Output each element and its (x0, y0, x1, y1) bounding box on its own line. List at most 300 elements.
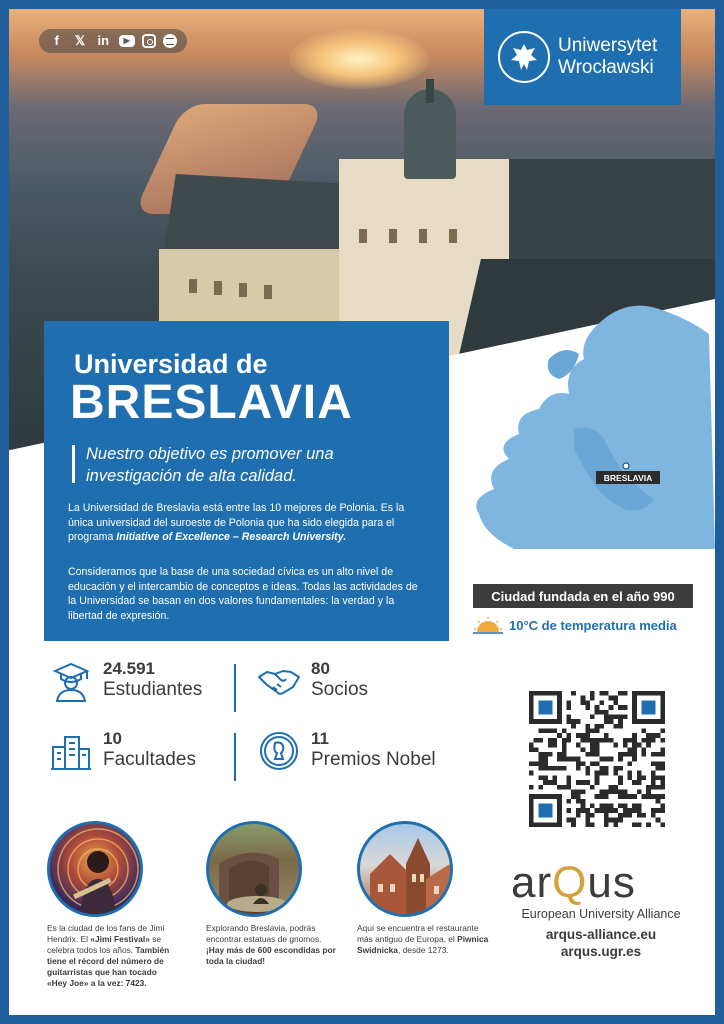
qr-module (595, 710, 600, 715)
qr-module (656, 808, 661, 813)
social-media-bar (39, 29, 187, 53)
qr-module (538, 700, 552, 714)
qr-module (571, 789, 576, 794)
qr-module (595, 729, 600, 734)
qr-module (618, 719, 623, 724)
qr-module (543, 766, 548, 771)
arqus-wordmark-a: ar (511, 858, 553, 907)
qr-module (529, 761, 534, 766)
qr-module (642, 729, 647, 734)
qr-module (623, 804, 628, 809)
qr-module (595, 705, 600, 710)
qr-module (660, 804, 665, 809)
quote-bar (72, 445, 75, 483)
qr-module (660, 738, 665, 743)
qr-module (590, 743, 595, 748)
qr-module (604, 738, 609, 743)
qr-module (651, 780, 656, 785)
qr-module (651, 785, 656, 790)
caption-hendrix-text: Es la ciudad de los fans de Jimi Hendrix. El (47, 923, 165, 944)
caption-hendrix-record: También tiene el récord del número de guitarristas que han tocado «Hey Joe» a la vez: 7423. (47, 945, 170, 988)
qr-module (660, 794, 665, 799)
qr-module (567, 733, 572, 738)
students-number: 24.591 (103, 659, 155, 678)
qr-module (646, 794, 651, 799)
qr-module (618, 813, 623, 818)
qr-module (576, 719, 581, 724)
qr-module (534, 761, 539, 766)
qr-module (604, 691, 609, 696)
qr-module (595, 775, 600, 780)
qr-module (534, 747, 539, 752)
qr-module (609, 738, 614, 743)
qr-module (646, 738, 651, 743)
qr-module (637, 775, 642, 780)
qr-module (585, 822, 590, 827)
qr-module (604, 771, 609, 776)
qr-module (609, 719, 614, 724)
qr-module (660, 785, 665, 790)
qr-module (538, 738, 543, 743)
qr-module (613, 822, 618, 827)
qr-module (632, 794, 637, 799)
partners-number: 80 (311, 659, 330, 678)
qr-module (627, 738, 632, 743)
qr-module (627, 747, 632, 752)
qr-module (581, 808, 586, 813)
qr-module (590, 761, 595, 766)
arqus-wordmark-b: us (587, 858, 636, 907)
qr-module (660, 822, 665, 827)
jimi-hendrix-photo (47, 821, 143, 917)
qr-module (651, 775, 656, 780)
qr-module (562, 738, 567, 743)
qr-module (604, 757, 609, 762)
qr-module (604, 818, 609, 823)
qr-module (618, 691, 623, 696)
qr-module (529, 785, 534, 790)
university-name-line2: Wrocławski (558, 57, 654, 78)
qr-module (557, 733, 562, 738)
qr-module (552, 738, 557, 743)
arqus-wordmark (511, 858, 691, 907)
arqus-url-1[interactable]: arqus-alliance.eu (545, 927, 657, 942)
stat-partners (257, 659, 368, 703)
qr-module (581, 747, 586, 752)
qr-module (585, 700, 590, 705)
qr-module (656, 766, 661, 771)
eagle-crest-icon (498, 31, 550, 83)
qr-module (618, 705, 623, 710)
qr-module (585, 738, 590, 743)
qr-module (618, 789, 623, 794)
qr-module (595, 743, 600, 748)
qr-module (581, 780, 586, 785)
qr-module (632, 822, 637, 827)
qr-module (656, 799, 661, 804)
qr-module (552, 743, 557, 748)
qr-module (609, 714, 614, 719)
qr-module (609, 808, 614, 813)
qr-module (651, 813, 656, 818)
qr-module (585, 818, 590, 823)
qr-module (538, 775, 543, 780)
arqus-tagline: European University Alliance (521, 907, 681, 921)
buildings-icon (49, 729, 93, 773)
caption-restaurant-text: Aquí se encuentra el restaurante más antiguo de Europa, el (357, 923, 479, 944)
qr-module (590, 714, 595, 719)
qr-module (548, 780, 553, 785)
qr-module (543, 761, 548, 766)
qr-module (599, 757, 604, 762)
qr-module (599, 724, 604, 729)
spotify-icon[interactable] (163, 34, 177, 48)
qr-module (571, 794, 576, 799)
graduate-icon (49, 659, 93, 703)
window (449, 229, 457, 243)
qr-module (618, 766, 623, 771)
qr-module (590, 696, 595, 701)
qr-module (627, 775, 632, 780)
title-line1: Universidad de (74, 349, 268, 379)
qr-module (567, 799, 572, 804)
qr-module (656, 775, 661, 780)
qr-module (609, 789, 614, 794)
window (389, 229, 397, 243)
qr-module (585, 733, 590, 738)
qr-module (623, 813, 628, 818)
qr-code[interactable] (529, 691, 665, 827)
qr-module (660, 729, 665, 734)
qr-module (646, 785, 651, 790)
qr-module (576, 813, 581, 818)
qr-module (642, 813, 647, 818)
qr-module (660, 752, 665, 757)
qr-module (604, 789, 609, 794)
window (214, 281, 222, 295)
qr-module (599, 771, 604, 776)
qr-module (576, 808, 581, 813)
caption-gnomes-count: ¡Hay más de 600 escondidas por toda la ciudad! (206, 945, 336, 966)
breslavia-marker (623, 463, 629, 469)
qr-module (651, 733, 656, 738)
founded-badge: Ciudad fundada en el año 990 (473, 584, 693, 608)
qr-module (604, 710, 609, 715)
stat-divider (234, 733, 236, 781)
qr-module (623, 743, 628, 748)
qr-module (585, 813, 590, 818)
nobel-label: Premios Nobel (311, 749, 436, 770)
stat-nobel (257, 729, 436, 773)
qr-module (604, 719, 609, 724)
qr-module (637, 771, 642, 776)
qr-module (557, 766, 562, 771)
qr-module (552, 775, 557, 780)
qr-module (599, 789, 604, 794)
caption-restaurant-year: , desde 1273. (397, 945, 449, 955)
qr-module (637, 808, 642, 813)
qr-module (538, 752, 543, 757)
qr-module (604, 804, 609, 809)
qr-module (613, 700, 618, 705)
qr-module (571, 691, 576, 696)
qr-module (656, 818, 661, 823)
qr-module (642, 738, 647, 743)
qr-module (651, 771, 656, 776)
qr-module (576, 761, 581, 766)
qr-module (595, 761, 600, 766)
qr-module (595, 724, 600, 729)
qr-module (538, 766, 543, 771)
qr-module (646, 822, 651, 827)
qr-module (581, 789, 586, 794)
qr-module (656, 752, 661, 757)
qr-module (642, 775, 647, 780)
qr-module (651, 794, 656, 799)
nobel-medal-icon (257, 729, 301, 773)
stat-faculties (49, 729, 196, 773)
qr-module (576, 799, 581, 804)
tower-spire (426, 79, 434, 103)
qr-module (660, 761, 665, 766)
qr-module (632, 733, 637, 738)
qr-module (552, 780, 557, 785)
qr-module (599, 808, 604, 813)
qr-module (623, 808, 628, 813)
qr-module (609, 785, 614, 790)
qr-module (581, 733, 586, 738)
qr-module (613, 714, 618, 719)
qr-module (660, 780, 665, 785)
qr-module (538, 761, 543, 766)
qr-module (595, 808, 600, 813)
qr-module (613, 766, 618, 771)
qr-module (548, 738, 553, 743)
qr-module (651, 761, 656, 766)
qr-module (651, 808, 656, 813)
map-city-label: BRESLAVIA (603, 473, 653, 483)
qr-module (534, 738, 539, 743)
qr-module (604, 822, 609, 827)
mission-quote: Nuestro objetivo es promover una investigación de alta calidad. (86, 445, 334, 485)
qr-module (567, 808, 572, 813)
qr-module (557, 785, 562, 790)
qr-module (590, 813, 595, 818)
qr-module (623, 794, 628, 799)
qr-module (599, 738, 604, 743)
qr-module (548, 729, 553, 734)
qr-module (571, 724, 576, 729)
qr-module (623, 705, 628, 710)
window (264, 285, 272, 299)
caption-restaurant-name: Piwnica Swidnicka (357, 934, 489, 955)
linkedin-icon[interactable]: in (97, 33, 110, 48)
qr-module (599, 691, 604, 696)
program-name: Initiative of Excellence – Research University. (116, 531, 347, 543)
facebook-icon[interactable]: f (54, 33, 59, 48)
sunset-glow (289, 29, 429, 89)
qr-module (613, 818, 618, 823)
qr-module (618, 780, 623, 785)
qr-module (660, 775, 665, 780)
qr-module (604, 808, 609, 813)
qr-module (571, 822, 576, 827)
temperature-fact (473, 616, 677, 634)
intro-paragraph-1 (68, 501, 428, 545)
stat-students (49, 659, 202, 703)
qr-module (623, 789, 628, 794)
partners-label: Socios (311, 679, 369, 700)
qr-module (604, 714, 609, 719)
qr-module (623, 714, 628, 719)
qr-module (581, 799, 586, 804)
qr-module (632, 752, 637, 757)
faculties-label: Facultades (103, 749, 196, 770)
qr-module (613, 743, 618, 748)
qr-module (548, 766, 553, 771)
arqus-logo (511, 858, 691, 959)
qr-module (576, 766, 581, 771)
qr-module (613, 785, 618, 790)
qr-module (637, 743, 642, 748)
caption-gnomes-text: Explorando Breslavia, podrás encontrar estatuas de gnomos. (206, 923, 322, 944)
qr-module (651, 752, 656, 757)
qr-module (599, 700, 604, 705)
qr-module (567, 700, 572, 705)
qr-module (618, 752, 623, 757)
qr-module (585, 766, 590, 771)
qr-module (627, 813, 632, 818)
qr-module (529, 747, 534, 752)
qr-module (595, 747, 600, 752)
intro-paragraph-1-text: La Universidad de Breslavia está entre las 10 mejores de Polonia. Es la única universidad del suroeste de Polonia que ha sido elegida para el programa (68, 502, 405, 543)
qr-module (660, 747, 665, 752)
qr-module (595, 738, 600, 743)
qr-module (538, 757, 543, 762)
qr-module (604, 733, 609, 738)
qr-module (562, 752, 567, 757)
qr-module (595, 771, 600, 776)
instagram-icon[interactable] (142, 34, 156, 48)
youtube-icon[interactable]: ▶ (119, 35, 135, 47)
qr-module (609, 818, 614, 823)
qr-module (576, 789, 581, 794)
qr-module (632, 804, 637, 809)
qr-module (599, 804, 604, 809)
qr-module (543, 780, 548, 785)
stat-divider (234, 664, 236, 712)
qr-module (590, 691, 595, 696)
qr-module (543, 757, 548, 762)
qr-module (562, 747, 567, 752)
qr-module (627, 794, 632, 799)
qr-module (590, 785, 595, 790)
window (419, 229, 427, 243)
qr-module (599, 766, 604, 771)
qr-module (595, 780, 600, 785)
qr-module (567, 775, 572, 780)
arqus-url-2[interactable]: arqus.ugr.es (560, 944, 642, 959)
arqus-wordmark-q: Q (552, 858, 588, 907)
qr-module (576, 780, 581, 785)
qr-module (590, 752, 595, 757)
qr-module (632, 780, 637, 785)
qr-module (595, 752, 600, 757)
qr-module (637, 789, 642, 794)
window (359, 229, 367, 243)
qr-module (646, 789, 651, 794)
qr-module (567, 785, 572, 790)
qr-module (567, 818, 572, 823)
qr-module (581, 696, 586, 701)
qr-module (642, 794, 647, 799)
window (239, 283, 247, 297)
qr-module (567, 719, 572, 724)
qr-module (623, 738, 628, 743)
qr-module (581, 804, 586, 809)
qr-module (632, 808, 637, 813)
qr-module (552, 729, 557, 734)
qr-module (618, 775, 623, 780)
qr-module (613, 724, 618, 729)
qr-module (538, 785, 543, 790)
qr-module (660, 766, 665, 771)
caption-gnomes (206, 923, 341, 967)
qr-module (562, 757, 567, 762)
qr-module (632, 738, 637, 743)
qr-module (604, 813, 609, 818)
faculties-number: 10 (103, 729, 122, 748)
qr-module (585, 771, 590, 776)
qr-module (627, 752, 632, 757)
students-label: Estudiantes (103, 679, 203, 700)
qr-module (656, 785, 661, 790)
qr-module (632, 743, 637, 748)
qr-module (567, 780, 572, 785)
qr-module (543, 729, 548, 734)
qr-module (618, 818, 623, 823)
qr-module (562, 766, 567, 771)
qr-module (599, 710, 604, 715)
qr-module (567, 757, 572, 762)
qr-module (642, 747, 647, 752)
x-icon[interactable]: 𝕏 (74, 33, 86, 48)
qr-module (543, 752, 548, 757)
qr-module (585, 729, 590, 734)
sun-icon (473, 616, 503, 634)
qr-module (571, 719, 576, 724)
qr-module (581, 761, 586, 766)
qr-module (618, 757, 623, 762)
handshake-icon (257, 659, 301, 703)
qr-module (529, 771, 534, 776)
qr-module (538, 804, 552, 818)
qr-module (590, 747, 595, 752)
window (189, 279, 197, 293)
qr-module (552, 766, 557, 771)
qr-module (642, 752, 647, 757)
intro-panel (44, 321, 449, 641)
qr-module (538, 729, 543, 734)
qr-module (637, 804, 642, 809)
qr-module (567, 705, 572, 710)
qr-module (618, 724, 623, 729)
qr-module (581, 700, 586, 705)
qr-module (623, 752, 628, 757)
qr-module (609, 696, 614, 701)
qr-module (548, 743, 553, 748)
qr-module (613, 696, 618, 701)
